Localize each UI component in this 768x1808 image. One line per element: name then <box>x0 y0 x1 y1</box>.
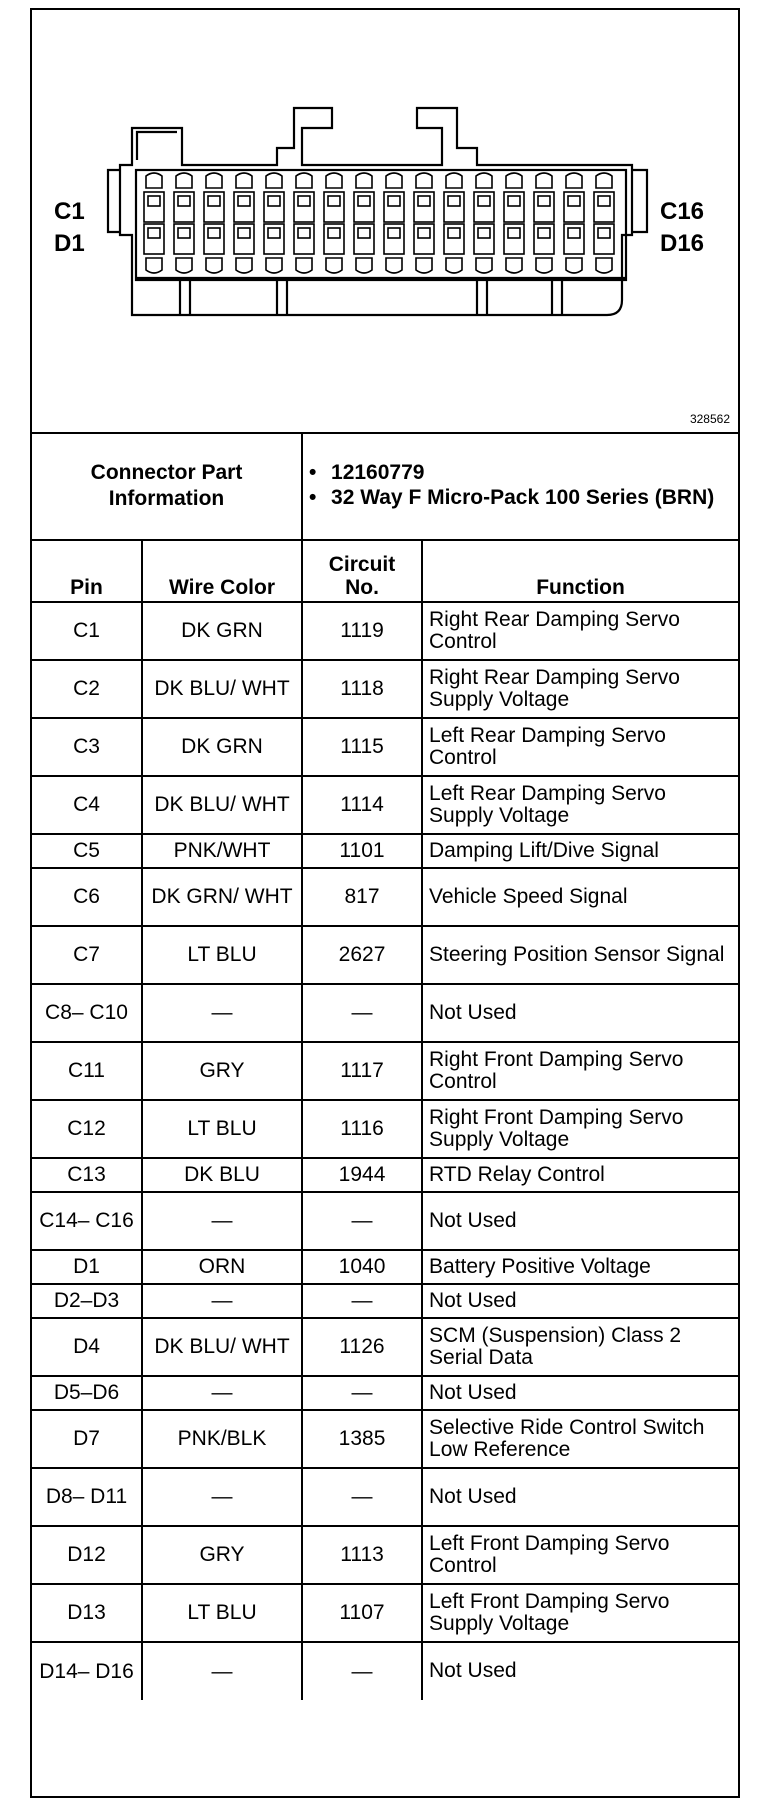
pin-tab-top <box>326 173 342 188</box>
pin-contact-d <box>298 228 310 238</box>
wire-color-cell: LT BLU <box>142 1100 302 1158</box>
pin-cell: C11 <box>32 1042 142 1100</box>
pin-tab-top <box>356 173 372 188</box>
pin-tab-bottom <box>326 258 342 273</box>
pin-contact-d <box>508 228 520 238</box>
pin-contact-d <box>388 228 400 238</box>
table-row <box>32 926 738 984</box>
pin-cell: C3 <box>32 718 142 776</box>
connector-info-row <box>32 432 738 540</box>
circuit-cell: — <box>302 984 422 1042</box>
pin-contact-d <box>598 228 610 238</box>
function-cell: Not Used <box>422 1642 738 1700</box>
circuit-cell: — <box>302 1376 422 1410</box>
function-cell: Not Used <box>422 1468 738 1526</box>
table-row <box>32 1410 738 1468</box>
wire-color-cell: — <box>142 1192 302 1250</box>
wire-color-cell: — <box>142 1376 302 1410</box>
function-cell: Left Rear Damping Servo Supply Voltage <box>422 776 738 834</box>
wire-color-cell: — <box>142 1284 302 1318</box>
pin-contact-d <box>418 228 430 238</box>
header-wire-color: Wire Color <box>142 540 302 602</box>
function-cell: Not Used <box>422 984 738 1042</box>
wire-color-cell: — <box>142 984 302 1042</box>
table-row <box>32 1158 738 1192</box>
table-row <box>32 1100 738 1158</box>
function-cell: Right Rear Damping Servo Supply Voltage <box>422 660 738 718</box>
table-row <box>32 776 738 834</box>
table-header <box>32 540 738 602</box>
circuit-cell: 1107 <box>302 1584 422 1642</box>
function-cell: Right Rear Damping Servo Control <box>422 602 738 660</box>
circuit-cell: 1116 <box>302 1100 422 1158</box>
table-row <box>32 1192 738 1250</box>
pin-contact-d <box>268 228 280 238</box>
wire-color-cell: LT BLU <box>142 1584 302 1642</box>
circuit-cell: — <box>302 1642 422 1700</box>
pin-tab-top <box>176 173 192 188</box>
header-pin: Pin <box>32 540 142 602</box>
function-cell: Battery Positive Voltage <box>422 1250 738 1284</box>
pin-label-d1: D1 <box>54 230 85 257</box>
wire-color-cell: DK BLU/ WHT <box>142 776 302 834</box>
table-row <box>32 1584 738 1642</box>
wire-color-cell: PNK/BLK <box>142 1410 302 1468</box>
wire-color-cell: DK GRN <box>142 718 302 776</box>
pin-contact-d <box>238 228 250 238</box>
pin-tab-bottom <box>476 258 492 273</box>
circuit-cell: 1944 <box>302 1158 422 1192</box>
wire-color-cell: DK GRN <box>142 602 302 660</box>
circuit-cell: 1385 <box>302 1410 422 1468</box>
pin-contact-c <box>178 196 190 206</box>
table-row <box>32 718 738 776</box>
function-cell: RTD Relay Control <box>422 1158 738 1192</box>
table-row <box>32 1250 738 1284</box>
pin-contact-c <box>388 196 400 206</box>
pin-tab-top <box>506 173 522 188</box>
circuit-cell: 1117 <box>302 1042 422 1100</box>
wire-color-cell: DK GRN/ WHT <box>142 868 302 926</box>
pin-cell: C4 <box>32 776 142 834</box>
pin-tab-bottom <box>446 258 462 273</box>
function-cell: Right Front Damping Servo Supply Voltage <box>422 1100 738 1158</box>
pin-contact-c <box>238 196 250 206</box>
circuit-cell: — <box>302 1468 422 1526</box>
pin-cell: C7 <box>32 926 142 984</box>
pin-tab-top <box>536 173 552 188</box>
function-cell: Steering Position Sensor Signal <box>422 926 738 984</box>
pin-contact-c <box>268 196 280 206</box>
pin-tab-bottom <box>296 258 312 273</box>
circuit-cell: 1126 <box>302 1318 422 1376</box>
figure-number: 328562 <box>689 412 730 426</box>
part-description: 32 Way F Micro-Pack 100 Series (BRN) <box>331 485 715 509</box>
pin-tab-bottom <box>146 258 162 273</box>
pin-tab-top <box>386 173 402 188</box>
pin-tab-top <box>596 173 612 188</box>
pin-contact-c <box>448 196 460 206</box>
pin-contact-c <box>358 196 370 206</box>
pin-contact-d <box>178 228 190 238</box>
pin-tab-bottom <box>596 258 612 273</box>
pin-tab-top <box>296 173 312 188</box>
pinout-table <box>32 432 738 1700</box>
connector-diagram <box>32 10 738 434</box>
pin-cell: C14– C16 <box>32 1192 142 1250</box>
table-row <box>32 1318 738 1376</box>
wire-color-cell: GRY <box>142 1042 302 1100</box>
function-cell: SCM (Suspension) Class 2 Serial Data <box>422 1318 738 1376</box>
pin-cell: D13 <box>32 1584 142 1642</box>
table-row <box>32 1284 738 1318</box>
part-number: 12160779 <box>331 461 425 485</box>
circuit-cell: 1101 <box>302 834 422 868</box>
function-cell: Not Used <box>422 1192 738 1250</box>
table-row <box>32 1526 738 1584</box>
pin-tab-bottom <box>356 258 372 273</box>
pin-cell: C8– C10 <box>32 984 142 1042</box>
wire-color-cell: DK BLU/ WHT <box>142 660 302 718</box>
table-row <box>32 660 738 718</box>
table-row <box>32 1468 738 1526</box>
circuit-cell: 817 <box>302 868 422 926</box>
pin-tab-top <box>146 173 162 188</box>
pin-cell: D4 <box>32 1318 142 1376</box>
pin-tab-bottom <box>566 258 582 273</box>
function-cell: Left Rear Damping Servo Control <box>422 718 738 776</box>
table-row <box>32 984 738 1042</box>
wire-color-cell: DK BLU <box>142 1158 302 1192</box>
pin-tab-bottom <box>416 258 432 273</box>
pin-contact-c <box>538 196 550 206</box>
wire-color-cell: ORN <box>142 1250 302 1284</box>
pin-contact-d <box>358 228 370 238</box>
function-cell: Damping Lift/Dive Signal <box>422 834 738 868</box>
pin-tab-bottom <box>506 258 522 273</box>
pin-contact-c <box>418 196 430 206</box>
pin-tab-bottom <box>206 258 222 273</box>
pin-tab-top <box>566 173 582 188</box>
pin-tab-bottom <box>236 258 252 273</box>
pin-label-c16: C16 <box>660 198 705 225</box>
pin-contact-c <box>598 196 610 206</box>
pin-contact-c <box>298 196 310 206</box>
function-cell: Vehicle Speed Signal <box>422 868 738 926</box>
table-row <box>32 1642 738 1700</box>
connector-info-label: Connector Part Information <box>32 432 302 540</box>
pin-cell: C1 <box>32 602 142 660</box>
connector-drawing <box>32 10 738 430</box>
pin-tab-bottom <box>536 258 552 273</box>
pin-cell: D5–D6 <box>32 1376 142 1410</box>
pin-label-c1: C1 <box>54 198 85 225</box>
function-cell: Left Front Damping Servo Supply Voltage <box>422 1584 738 1642</box>
circuit-cell: — <box>302 1192 422 1250</box>
circuit-cell: 1119 <box>302 602 422 660</box>
wire-color-cell: DK BLU/ WHT <box>142 1318 302 1376</box>
circuit-cell: — <box>302 1284 422 1318</box>
pin-cell: D8– D11 <box>32 1468 142 1526</box>
pin-contact-d <box>208 228 220 238</box>
pin-contact-d <box>478 228 490 238</box>
circuit-cell: 2627 <box>302 926 422 984</box>
pin-tab-bottom <box>386 258 402 273</box>
pin-contact-d <box>448 228 460 238</box>
pin-tab-top <box>476 173 492 188</box>
wire-color-cell: GRY <box>142 1526 302 1584</box>
function-cell: Not Used <box>422 1376 738 1410</box>
wire-color-cell: — <box>142 1468 302 1526</box>
table-row <box>32 1376 738 1410</box>
pin-tab-bottom <box>176 258 192 273</box>
table-row <box>32 868 738 926</box>
pin-contact-c <box>508 196 520 206</box>
pin-contact-c <box>148 196 160 206</box>
circuit-cell: 1114 <box>302 776 422 834</box>
header-circuit-no: Circuit No. <box>302 540 422 602</box>
pin-tab-top <box>206 173 222 188</box>
connector-sheet <box>30 8 740 1798</box>
wire-color-cell: PNK/WHT <box>142 834 302 868</box>
pin-cell: D2–D3 <box>32 1284 142 1318</box>
wire-color-cell: — <box>142 1642 302 1700</box>
pin-contact-d <box>538 228 550 238</box>
circuit-cell: 1040 <box>302 1250 422 1284</box>
circuit-cell: 1115 <box>302 718 422 776</box>
pin-label-d16: D16 <box>660 230 705 257</box>
pin-tab-bottom <box>266 258 282 273</box>
connector-part-list: • 12160779 • 32 Way F Micro-Pack 100 Series (BRN) <box>302 432 738 540</box>
pin-cell: D12 <box>32 1526 142 1584</box>
circuit-cell: 1113 <box>302 1526 422 1584</box>
pin-cell: D14– D16 <box>32 1642 142 1700</box>
pin-tab-top <box>446 173 462 188</box>
pin-cell: D1 <box>32 1250 142 1284</box>
pin-tab-top <box>416 173 432 188</box>
function-cell: Not Used <box>422 1284 738 1318</box>
pin-contact-d <box>568 228 580 238</box>
function-cell: Right Front Damping Servo Control <box>422 1042 738 1100</box>
pin-tab-top <box>236 173 252 188</box>
pin-cell: C13 <box>32 1158 142 1192</box>
pin-tab-top <box>266 173 282 188</box>
pin-cell: C2 <box>32 660 142 718</box>
pin-contact-c <box>328 196 340 206</box>
header-function: Function <box>422 540 738 602</box>
pin-contact-d <box>328 228 340 238</box>
circuit-cell: 1118 <box>302 660 422 718</box>
table-row <box>32 834 738 868</box>
pin-cell: C12 <box>32 1100 142 1158</box>
pin-contact-c <box>208 196 220 206</box>
table-row <box>32 1042 738 1100</box>
pin-cell: D7 <box>32 1410 142 1468</box>
function-cell: Left Front Damping Servo Control <box>422 1526 738 1584</box>
wire-color-cell: LT BLU <box>142 926 302 984</box>
function-cell: Selective Ride Control Switch Low Reference <box>422 1410 738 1468</box>
pin-cell: C6 <box>32 868 142 926</box>
pin-cell: C5 <box>32 834 142 868</box>
pin-contact-d <box>148 228 160 238</box>
pin-contact-c <box>478 196 490 206</box>
table-row <box>32 602 738 660</box>
pin-contact-c <box>568 196 580 206</box>
